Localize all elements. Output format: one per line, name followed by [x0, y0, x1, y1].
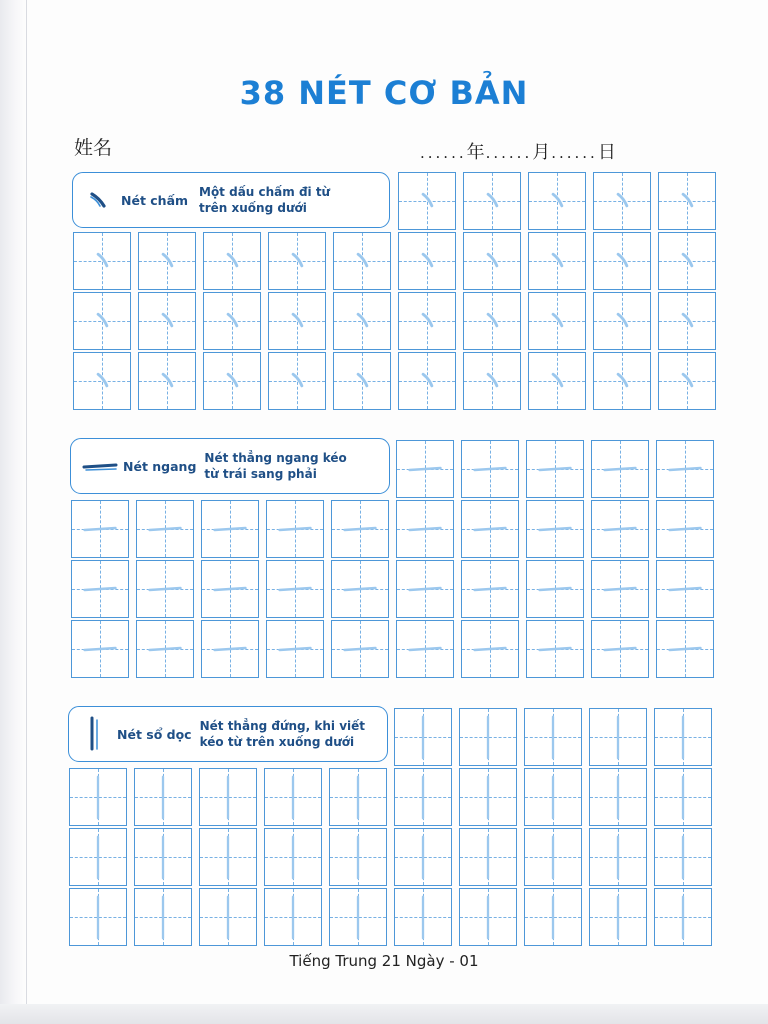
- guide-stroke-doc: [70, 889, 126, 945]
- guide-stroke-doc: [655, 769, 711, 825]
- guide-stroke-ngang: [72, 501, 128, 557]
- practice-cell-cham[interactable]: [593, 232, 651, 290]
- practice-cell-ngang[interactable]: [396, 560, 454, 618]
- guide-stroke-cham: [529, 233, 585, 289]
- guide-stroke-ngang: [592, 441, 648, 497]
- practice-cell-cham[interactable]: [528, 292, 586, 350]
- guide-stroke-doc: [460, 769, 516, 825]
- practice-cell-ngang[interactable]: [331, 560, 389, 618]
- guide-stroke-ngang: [592, 621, 648, 677]
- year-dots[interactable]: ......: [420, 144, 467, 162]
- guide-stroke-doc: [655, 709, 711, 765]
- guide-stroke-cham: [659, 173, 715, 229]
- guide-stroke-cham: [464, 293, 520, 349]
- paper-binding-edge: [0, 0, 27, 1024]
- guide-stroke-doc: [265, 829, 321, 885]
- stroke-card-doc: [68, 706, 388, 762]
- practice-cell-cham[interactable]: [658, 172, 716, 230]
- page-title: 38 NÉT CƠ BẢN: [239, 74, 529, 112]
- practice-cell-ngang[interactable]: [461, 440, 519, 498]
- guide-stroke-cham: [529, 353, 585, 409]
- practice-cell-doc[interactable]: [394, 828, 452, 886]
- practice-cell-doc[interactable]: [654, 768, 712, 826]
- stroke-desc-cham-line2: trên xuống dưới: [199, 201, 307, 215]
- guide-stroke-ngang: [332, 621, 388, 677]
- guide-stroke-ngang: [137, 621, 193, 677]
- date-line: [420, 138, 617, 164]
- guide-stroke-doc: [525, 889, 581, 945]
- practice-cell-doc[interactable]: [654, 708, 712, 766]
- guide-stroke-cham: [269, 353, 325, 409]
- practice-cell-cham[interactable]: [528, 172, 586, 230]
- guide-stroke-ngang: [462, 561, 518, 617]
- practice-cell-cham[interactable]: [73, 232, 131, 290]
- practice-cell-cham[interactable]: [268, 292, 326, 350]
- guide-stroke-doc: [460, 829, 516, 885]
- guide-stroke-doc: [460, 889, 516, 945]
- guide-stroke-ngang: [267, 501, 323, 557]
- guide-stroke-doc: [265, 769, 321, 825]
- practice-cell-cham[interactable]: [658, 352, 716, 410]
- guide-stroke-ngang: [592, 501, 648, 557]
- stroke-desc-ngang: [204, 450, 384, 482]
- stroke-desc-doc: [200, 718, 380, 750]
- guide-stroke-cham: [334, 233, 390, 289]
- guide-stroke-ngang: [137, 501, 193, 557]
- practice-cell-ngang[interactable]: [591, 500, 649, 558]
- practice-cell-ngang[interactable]: [136, 500, 194, 558]
- guide-stroke-doc: [525, 829, 581, 885]
- guide-stroke-ngang: [462, 501, 518, 557]
- stroke-name-cham: Nét chấm: [121, 192, 189, 208]
- practice-cell-cham[interactable]: [268, 352, 326, 410]
- practice-cell-ngang[interactable]: [201, 620, 259, 678]
- practice-cell-ngang[interactable]: [461, 560, 519, 618]
- practice-cell-doc[interactable]: [329, 828, 387, 886]
- guide-stroke-doc: [525, 709, 581, 765]
- practice-cell-cham[interactable]: [138, 352, 196, 410]
- guide-stroke-cham: [269, 293, 325, 349]
- practice-cell-ngang[interactable]: [526, 500, 584, 558]
- guide-stroke-cham: [204, 293, 260, 349]
- guide-stroke-doc: [135, 769, 191, 825]
- guide-stroke-doc: [460, 709, 516, 765]
- practice-cell-cham[interactable]: [593, 292, 651, 350]
- practice-cell-ngang[interactable]: [656, 440, 714, 498]
- practice-cell-ngang[interactable]: [461, 500, 519, 558]
- guide-stroke-doc: [135, 889, 191, 945]
- practice-cell-cham[interactable]: [203, 352, 261, 410]
- guide-stroke-cham: [594, 293, 650, 349]
- guide-stroke-cham: [334, 353, 390, 409]
- guide-stroke-cham: [464, 173, 520, 229]
- guide-stroke-cham: [334, 293, 390, 349]
- practice-cell-doc[interactable]: [524, 708, 582, 766]
- stroke-desc-cham: [199, 184, 379, 216]
- practice-cell-cham[interactable]: [398, 232, 456, 290]
- guide-stroke-doc: [135, 829, 191, 885]
- guide-stroke-ngang: [267, 621, 323, 677]
- practice-cell-ngang[interactable]: [396, 620, 454, 678]
- guide-stroke-ngang: [397, 501, 453, 557]
- guide-stroke-doc: [395, 709, 451, 765]
- practice-cell-cham[interactable]: [333, 352, 391, 410]
- practice-cell-ngang[interactable]: [396, 440, 454, 498]
- practice-cell-ngang[interactable]: [526, 620, 584, 678]
- guide-stroke-ngang: [657, 561, 713, 617]
- practice-cell-cham[interactable]: [593, 172, 651, 230]
- guide-stroke-cham: [74, 233, 130, 289]
- practice-cell-cham[interactable]: [593, 352, 651, 410]
- practice-cell-doc[interactable]: [134, 828, 192, 886]
- practice-cell-ngang[interactable]: [266, 500, 324, 558]
- month-char: 月: [532, 142, 552, 163]
- stroke-name-doc: Nét sổ dọc: [117, 726, 192, 742]
- guide-stroke-cham: [529, 173, 585, 229]
- page-footer: Tiếng Trung 21 Ngày - 01: [289, 952, 479, 970]
- guide-stroke-doc: [590, 769, 646, 825]
- guide-stroke-cham: [399, 293, 455, 349]
- practice-cell-cham[interactable]: [333, 232, 391, 290]
- guide-stroke-ngang: [527, 501, 583, 557]
- stroke-desc-cham-line1: Một dấu chấm đi từ: [199, 185, 331, 199]
- guide-stroke-cham: [139, 353, 195, 409]
- guide-stroke-ngang: [397, 621, 453, 677]
- guide-stroke-ngang: [527, 561, 583, 617]
- guide-stroke-cham: [594, 233, 650, 289]
- practice-cell-cham[interactable]: [138, 232, 196, 290]
- guide-stroke-ngang: [657, 441, 713, 497]
- guide-stroke-ngang: [462, 441, 518, 497]
- guide-stroke-cham: [74, 353, 130, 409]
- practice-cell-doc[interactable]: [329, 768, 387, 826]
- practice-cell-cham[interactable]: [463, 232, 521, 290]
- practice-cell-doc[interactable]: [199, 828, 257, 886]
- practice-cell-ngang[interactable]: [656, 500, 714, 558]
- guide-stroke-doc: [395, 769, 451, 825]
- practice-cell-doc[interactable]: [394, 708, 452, 766]
- practice-cell-cham[interactable]: [203, 232, 261, 290]
- guide-stroke-ngang: [267, 561, 323, 617]
- practice-cell-ngang[interactable]: [526, 560, 584, 618]
- practice-cell-ngang[interactable]: [136, 620, 194, 678]
- practice-cell-cham[interactable]: [268, 232, 326, 290]
- guide-stroke-doc: [200, 769, 256, 825]
- guide-stroke-cham: [659, 353, 715, 409]
- practice-cell-ngang[interactable]: [201, 560, 259, 618]
- guide-stroke-cham: [529, 293, 585, 349]
- practice-cell-doc[interactable]: [589, 708, 647, 766]
- guide-stroke-ngang: [332, 561, 388, 617]
- practice-cell-cham[interactable]: [73, 352, 131, 410]
- practice-cell-doc[interactable]: [459, 828, 517, 886]
- year-char: 年: [466, 142, 486, 163]
- practice-cell-ngang[interactable]: [71, 620, 129, 678]
- practice-cell-cham[interactable]: [658, 232, 716, 290]
- practice-cell-doc[interactable]: [134, 888, 192, 946]
- practice-cell-cham[interactable]: [658, 292, 716, 350]
- guide-stroke-ngang: [397, 441, 453, 497]
- guide-stroke-cham: [139, 233, 195, 289]
- guide-stroke-ngang: [137, 561, 193, 617]
- guide-stroke-doc: [655, 889, 711, 945]
- practice-cell-doc[interactable]: [589, 888, 647, 946]
- practice-cell-doc[interactable]: [264, 888, 322, 946]
- practice-cell-doc[interactable]: [524, 828, 582, 886]
- guide-stroke-ngang: [657, 501, 713, 557]
- guide-stroke-doc: [590, 709, 646, 765]
- practice-cell-ngang[interactable]: [331, 620, 389, 678]
- guide-stroke-doc: [525, 769, 581, 825]
- guide-stroke-cham: [659, 233, 715, 289]
- practice-cell-doc[interactable]: [589, 828, 647, 886]
- guide-stroke-doc: [590, 889, 646, 945]
- guide-stroke-ngang: [72, 561, 128, 617]
- guide-stroke-doc: [265, 889, 321, 945]
- practice-cell-doc[interactable]: [394, 768, 452, 826]
- stroke-card-ngang: [70, 438, 390, 494]
- guide-stroke-cham: [659, 293, 715, 349]
- practice-cell-ngang[interactable]: [201, 500, 259, 558]
- practice-cell-doc[interactable]: [264, 768, 322, 826]
- guide-stroke-cham: [399, 353, 455, 409]
- stroke-desc-ngang-line1: Nét thẳng ngang kéo: [204, 451, 347, 465]
- practice-cell-doc[interactable]: [459, 708, 517, 766]
- practice-cell-doc[interactable]: [69, 828, 127, 886]
- practice-cell-cham[interactable]: [203, 292, 261, 350]
- vertical-stroke-icon: [79, 714, 109, 754]
- practice-cell-ngang[interactable]: [396, 500, 454, 558]
- practice-cell-ngang[interactable]: [136, 560, 194, 618]
- practice-cell-ngang[interactable]: [591, 620, 649, 678]
- practice-cell-cham[interactable]: [398, 352, 456, 410]
- stroke-desc-ngang-line2: từ trái sang phải: [204, 467, 317, 481]
- stroke-desc-doc-line2: kéo từ trên xuống dưới: [199, 735, 355, 749]
- guide-stroke-cham: [464, 353, 520, 409]
- practice-cell-cham[interactable]: [463, 172, 521, 230]
- paper-bottom-edge: [0, 1004, 768, 1024]
- practice-cell-doc[interactable]: [654, 828, 712, 886]
- practice-cell-ngang[interactable]: [266, 620, 324, 678]
- guide-stroke-ngang: [202, 501, 258, 557]
- guide-stroke-ngang: [527, 441, 583, 497]
- guide-stroke-ngang: [332, 501, 388, 557]
- guide-stroke-doc: [395, 829, 451, 885]
- practice-cell-doc[interactable]: [459, 768, 517, 826]
- practice-cell-ngang[interactable]: [591, 560, 649, 618]
- guide-stroke-cham: [399, 173, 455, 229]
- practice-cell-cham[interactable]: [333, 292, 391, 350]
- practice-cell-doc[interactable]: [589, 768, 647, 826]
- guide-stroke-cham: [74, 293, 130, 349]
- guide-stroke-doc: [70, 829, 126, 885]
- practice-cell-cham[interactable]: [138, 292, 196, 350]
- practice-cell-ngang[interactable]: [71, 560, 129, 618]
- guide-stroke-doc: [70, 769, 126, 825]
- practice-cell-cham[interactable]: [528, 232, 586, 290]
- practice-cell-ngang[interactable]: [656, 620, 714, 678]
- guide-stroke-cham: [204, 233, 260, 289]
- guide-stroke-cham: [594, 353, 650, 409]
- guide-stroke-ngang: [202, 561, 258, 617]
- guide-stroke-ngang: [72, 621, 128, 677]
- practice-cell-cham[interactable]: [398, 292, 456, 350]
- guide-stroke-ngang: [397, 561, 453, 617]
- practice-cell-doc[interactable]: [459, 888, 517, 946]
- guide-stroke-doc: [395, 889, 451, 945]
- practice-cell-ngang[interactable]: [331, 500, 389, 558]
- guide-stroke-cham: [464, 233, 520, 289]
- day-dots[interactable]: ......: [551, 144, 598, 162]
- day-char: 日: [597, 142, 617, 163]
- practice-cell-doc[interactable]: [199, 768, 257, 826]
- practice-cell-doc[interactable]: [524, 888, 582, 946]
- practice-cell-doc[interactable]: [199, 888, 257, 946]
- guide-stroke-ngang: [527, 621, 583, 677]
- stroke-desc-doc-line1: Nét thẳng đứng, khi viết: [199, 719, 366, 733]
- guide-stroke-cham: [139, 293, 195, 349]
- practice-cell-doc[interactable]: [264, 828, 322, 886]
- practice-cell-cham[interactable]: [463, 292, 521, 350]
- horizontal-stroke-icon: [81, 446, 121, 486]
- guide-stroke-ngang: [202, 621, 258, 677]
- guide-stroke-cham: [399, 233, 455, 289]
- month-dots[interactable]: ......: [485, 144, 533, 162]
- guide-stroke-cham: [594, 173, 650, 229]
- guide-stroke-ngang: [657, 621, 713, 677]
- practice-cell-doc[interactable]: [394, 888, 452, 946]
- stroke-card-cham: [72, 172, 390, 228]
- practice-cell-ngang[interactable]: [266, 560, 324, 618]
- practice-cell-doc[interactable]: [329, 888, 387, 946]
- dot-stroke-icon: [83, 180, 113, 220]
- practice-cell-ngang[interactable]: [71, 500, 129, 558]
- guide-stroke-doc: [200, 889, 256, 945]
- practice-cell-ngang[interactable]: [656, 560, 714, 618]
- practice-cell-ngang[interactable]: [461, 620, 519, 678]
- guide-stroke-doc: [330, 829, 386, 885]
- practice-cell-ngang[interactable]: [526, 440, 584, 498]
- guide-stroke-doc: [590, 829, 646, 885]
- name-label: 姓名: [74, 137, 113, 159]
- practice-cell-cham[interactable]: [73, 292, 131, 350]
- practice-cell-cham[interactable]: [528, 352, 586, 410]
- guide-stroke-doc: [200, 829, 256, 885]
- practice-cell-doc[interactable]: [524, 768, 582, 826]
- practice-cell-ngang[interactable]: [591, 440, 649, 498]
- practice-cell-doc[interactable]: [654, 888, 712, 946]
- practice-cell-doc[interactable]: [134, 768, 192, 826]
- stroke-name-ngang: Nét ngang: [123, 458, 197, 474]
- practice-cell-doc[interactable]: [69, 888, 127, 946]
- practice-cell-doc[interactable]: [69, 768, 127, 826]
- guide-stroke-doc: [655, 829, 711, 885]
- guide-stroke-ngang: [592, 561, 648, 617]
- guide-stroke-doc: [330, 769, 386, 825]
- guide-stroke-cham: [204, 353, 260, 409]
- guide-stroke-ngang: [462, 621, 518, 677]
- guide-stroke-doc: [330, 889, 386, 945]
- guide-stroke-cham: [269, 233, 325, 289]
- practice-cell-cham[interactable]: [463, 352, 521, 410]
- practice-cell-cham[interactable]: [398, 172, 456, 230]
